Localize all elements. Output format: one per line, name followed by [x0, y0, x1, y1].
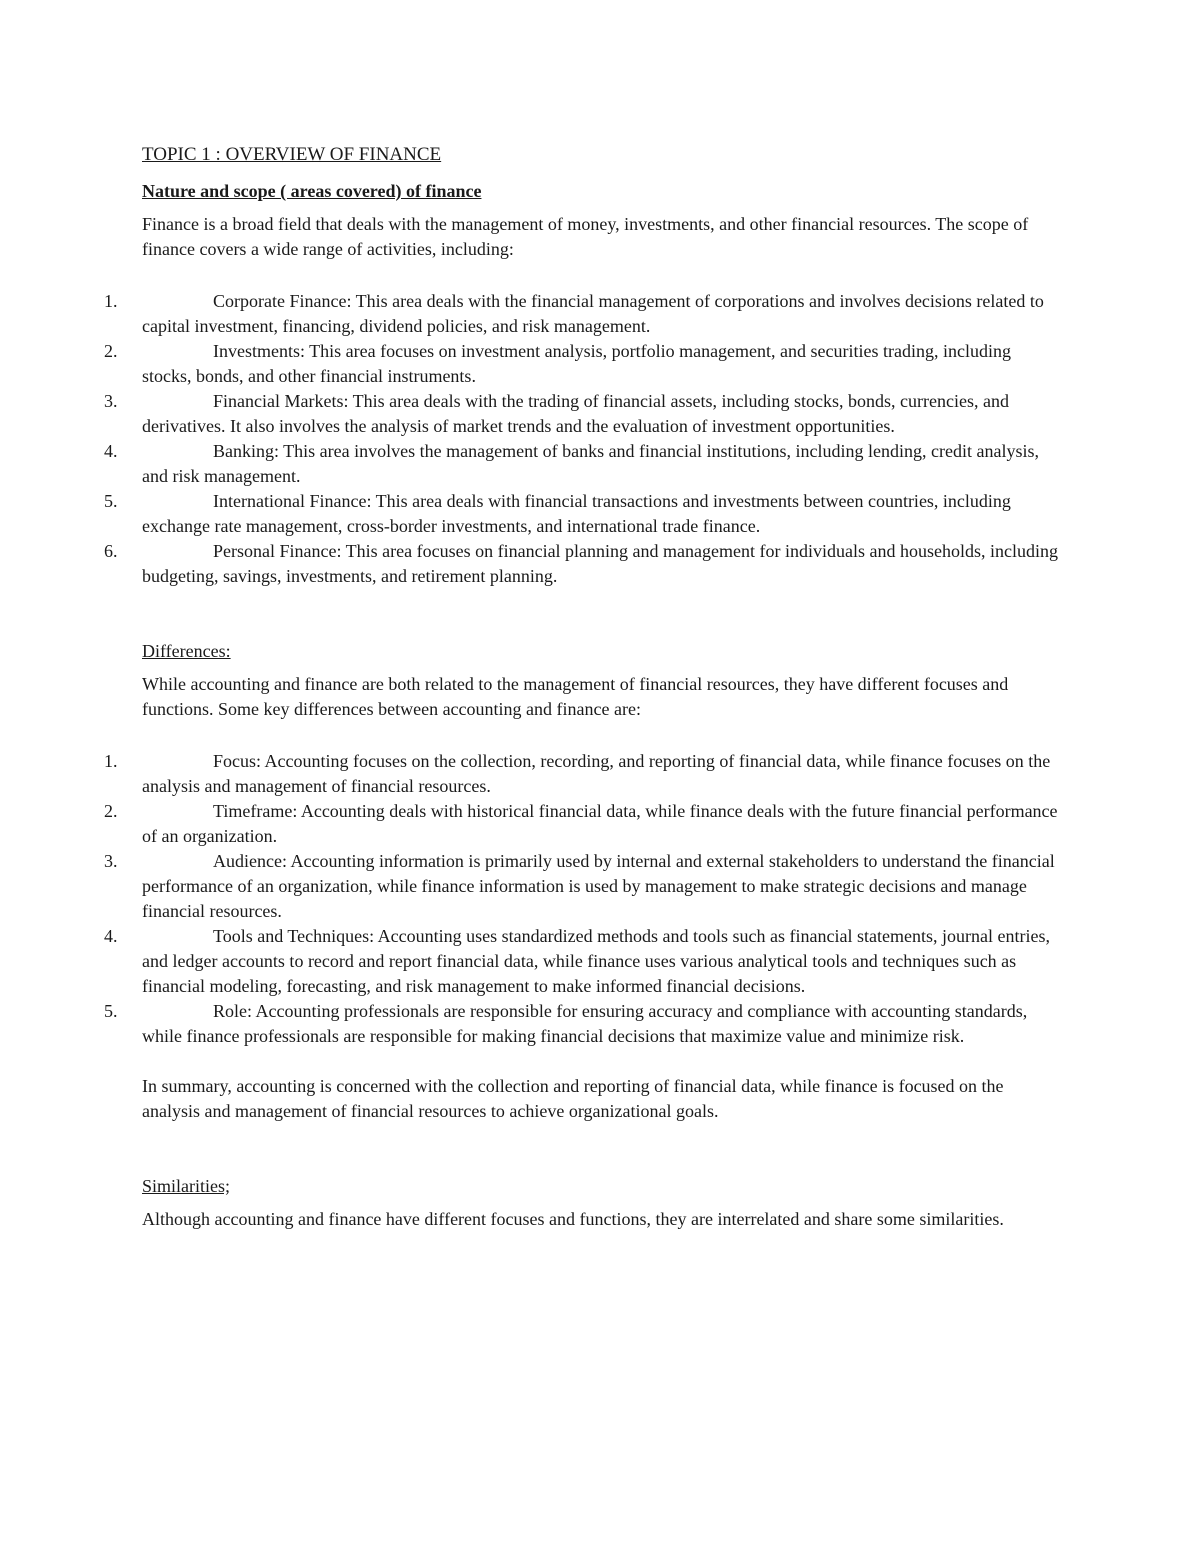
list-item-text: Focus: Accounting focuses on the collection, recording, and reporting of financial data, while finance focuses on the analysis and management of financial resources. [142, 751, 1051, 796]
similarities-heading: Similarities; [142, 1176, 230, 1196]
list-item [104, 489, 1062, 539]
list-item [104, 849, 1062, 924]
document-body [104, 142, 1062, 1232]
list-item [104, 749, 1062, 799]
list-item [104, 289, 1062, 339]
similarities-intro: Although accounting and finance have different focuses and functions, they are interrelated and share some similarities. [142, 1209, 1004, 1229]
list-number: 5. [104, 1001, 118, 1021]
list-number: 4. [104, 441, 118, 461]
list-number: 4. [104, 926, 118, 946]
list-number: 2. [104, 341, 118, 361]
list-item [104, 439, 1062, 489]
list-number: 5. [104, 491, 118, 511]
list-item-text: International Finance: This area deals with financial transactions and investments between countries, including exchange rate management, cross-border investments, and international trade finance. [142, 491, 1011, 536]
list-item [104, 389, 1062, 439]
list-item [104, 539, 1062, 589]
scope-list [104, 289, 1062, 589]
list-item [104, 924, 1062, 999]
differences-heading: Differences: [142, 641, 231, 661]
list-item-text: Audience: Accounting information is primarily used by internal and external stakeholders to understand the financial performance of an organization, while finance information is used by management to make strategic decisions and manage financial resources. [142, 851, 1055, 921]
section-subtitle: Nature and scope ( areas covered) of finance [142, 181, 482, 201]
list-item-text: Financial Markets: This area deals with the trading of financial assets, including stocks, bonds, currencies, and derivatives. It also involves the analysis of market trends and the evaluation of investment opportunities. [142, 391, 1009, 436]
list-item [104, 999, 1062, 1049]
list-item-text: Personal Finance: This area focuses on financial planning and management for individuals and households, including budgeting, savings, investments, and retirement planning. [142, 541, 1058, 586]
list-number: 6. [104, 541, 118, 561]
intro-paragraph: Finance is a broad field that deals with the management of money, investments, and other financial resources. The scope of finance covers a wide range of activities, including: [142, 214, 1029, 259]
list-number: 3. [104, 391, 118, 411]
summary-paragraph: In summary, accounting is concerned with the collection and reporting of financial data, while finance is focused on the analysis and management of financial resources to achieve organizational goals. [142, 1076, 1004, 1121]
list-item-text: Tools and Techniques: Accounting uses standardized methods and tools such as financial statements, journal entries, and ledger accounts to record and report financial data, while finance uses various analytical tools and techniques such as financial modeling, forecasting, and risk management to make informed financial decisions. [142, 926, 1050, 996]
list-item-text: Banking: This area involves the management of banks and financial institutions, including lending, credit analysis, and risk management. [142, 441, 1039, 486]
list-number: 1. [104, 291, 118, 311]
list-item [104, 339, 1062, 389]
differences-intro: While accounting and finance are both related to the management of financial resources, they have different focuses and functions. Some key differences between accounting and finance are: [142, 674, 1009, 719]
list-item-text: Timeframe: Accounting deals with historical financial data, while finance deals with the future financial performance of an organization. [142, 801, 1058, 846]
differences-list [104, 749, 1062, 1049]
list-item-text: Role: Accounting professionals are responsible for ensuring accuracy and compliance with accounting standards, while finance professionals are responsible for making financial decisions that maximize value and minimize risk. [142, 1001, 1028, 1046]
list-item [104, 799, 1062, 849]
list-number: 2. [104, 801, 118, 821]
list-number: 1. [104, 751, 118, 771]
list-number: 3. [104, 851, 118, 871]
page-title: TOPIC 1 : OVERVIEW OF FINANCE [142, 144, 442, 165]
list-item-text: Investments: This area focuses on investment analysis, portfolio management, and securities trading, including stocks, bonds, and other financial instruments. [142, 341, 1011, 386]
list-item-text: Corporate Finance: This area deals with the financial management of corporations and involves decisions related to capital investment, financing, dividend policies, and risk management. [142, 291, 1044, 336]
